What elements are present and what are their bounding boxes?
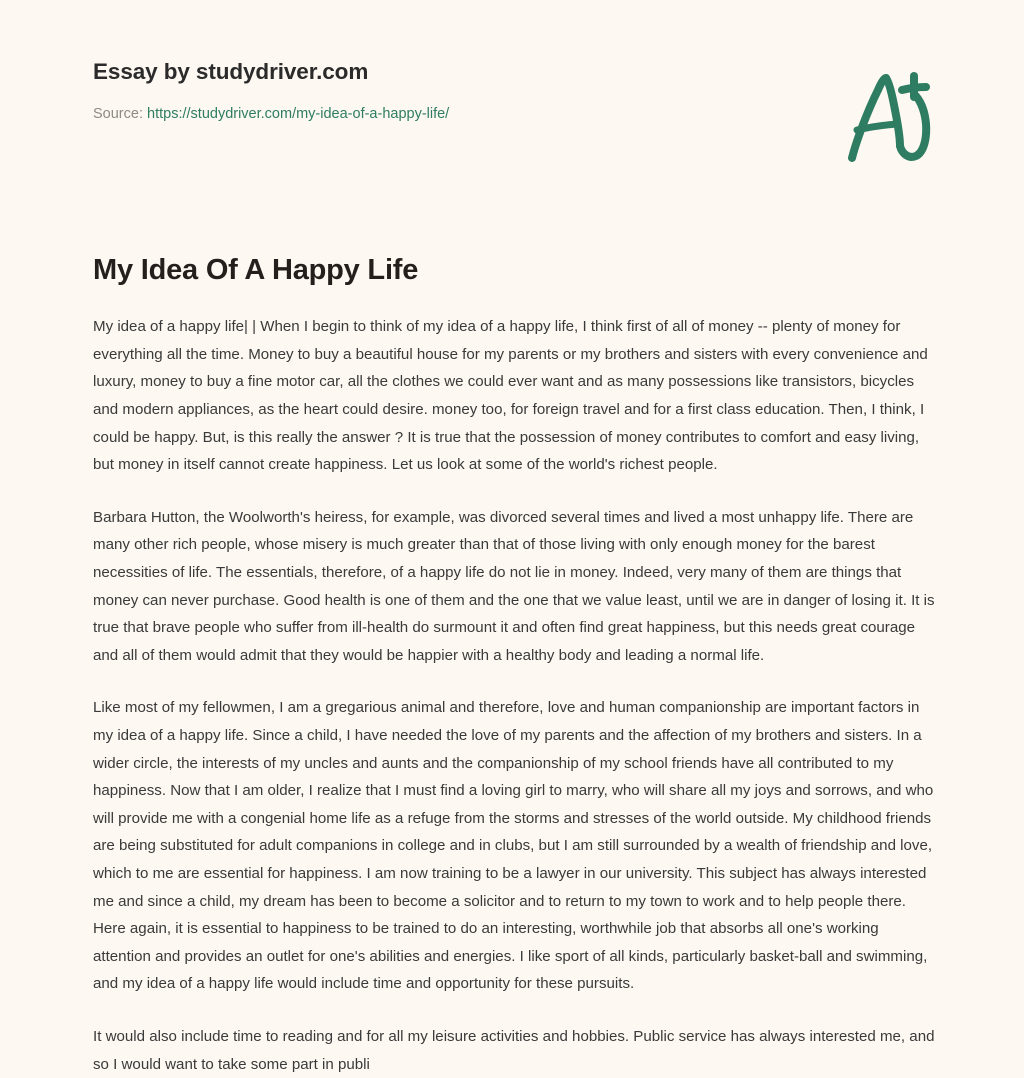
page-title: My Idea Of A Happy Life — [93, 254, 419, 286]
source-label: Source: — [93, 106, 143, 122]
page-header — [0, 0, 1024, 200]
essay-paragraph: Like most of my fellowmen, I am a gregarious animal and therefore, love and human companionship are important factors in my idea of a happy life. Since a child, I have needed the love of my parents and the affection of my brothers and sisters. In a wider circle, the interests of my uncles and aunts and the companionship of my school friends have all contributed to my happiness. Now that I am older, I realize that I must find a loving girl to marry, who will share all my joys and sorrows, and who will provide me with a congenial home life as a refuge from the storms and stresses of the world outside. My childhood friends are being substituted for adult companions in college and in clubs, but I am still surrounded by a wealth of friendship and love, which to me are essential for happiness. I am now training to be a lawyer in our university. This subject has always interested me and since a child, my dream has been to become a solicitor and to return to my town to work and to help people there. Here again, it is essential to happiness to be trained to do an interesting, worthwhile job that absorbs all one's working attention and provides an outlet for one's abilities and energies. I like sport of all kinds, particularly basket-ball and swimming, and my idea of a happy life would include time and opportunity for these pursuits. — [93, 699, 934, 993]
essay-body — [93, 313, 936, 1078]
source-url-link[interactable]: https://studydriver.com/my-idea-of-a-happy-life/ — [147, 106, 450, 122]
essay-byline: Essay by studydriver.com — [93, 59, 369, 84]
essay-content — [0, 252, 1024, 1078]
source-row — [93, 105, 946, 125]
essay-paragraph: It would also include time to reading and for all my leisure activities and hobbies. Public service has always interested me, and so I would want to take some part in publi — [93, 1027, 935, 1073]
essay-paragraph: Barbara Hutton, the Woolworth's heiress, for example, was divorced several times and lived a most unhappy life. There are many other rich people, whose misery is much greater than that of those living with only enough money for the barest necessities of life. The essentials, therefore, of a happy life do not lie in money. Indeed, very many of them are things that money can never purchase. Good health is one of them and the one that we value least, until we are in danger of losing it. It is true that brave people who suffer from ill-health do surmount it and often find great happiness, but this needs great courage and all of them would admit that they would be happier with a healthy body and leading a normal life. — [93, 508, 935, 664]
a-plus-logo — [826, 62, 946, 172]
essay-paragraph: My idea of a happy life| | When I begin to think of my idea of a happy life, I think first of all of money -- plenty of money for everything all the time. Money to buy a beautiful house for my parents or my brothers and sisters with every convenience and luxury, money to buy a fine motor car, all the clothes we could ever want and as many possessions like transistors, bicycles and modern appliances, as the heart could desire. money too, for foreign travel and for a first class education. Then, I think, I could be happy. But, is this really the answer ? It is true that the possession of money contributes to comfort and easy living, but money in itself cannot create happiness. Let us look at some of the world's richest people. — [93, 318, 928, 474]
